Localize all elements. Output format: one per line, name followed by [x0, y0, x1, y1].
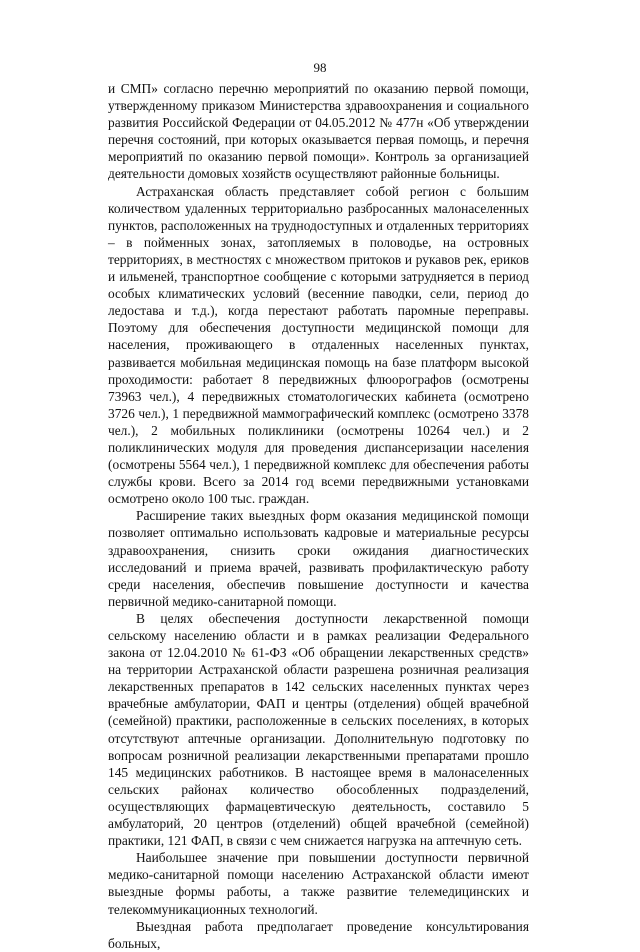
- page-number: 98: [313, 60, 327, 75]
- paragraph-continuation: и СМП» согласно перечню мероприятий по оказанию первой помощи, утвержденному приказом Министерства здравоохранения и социального развития Российской Федерации от 04.05.2012 № 477н «Об утверждении перечня состояний, при которых оказывается первая помощь, и перечня мероприятий по оказанию первой помощи». Контроль за организацией деятельности домовых хозяйств осуществляют районные больницы.: [108, 81, 529, 182]
- body-text: [108, 80, 529, 952]
- paragraph-mobile-care-benefits: Расширение таких выездных форм оказания медицинской помощи позволяет оптимально использовать кадровые и материальные ресурсы здравоохранения, снизить сроки ожидания диагностических исследований и приема врачей, развивать профилактическую работу среди населения, обеспечив повышение доступности и качества первичной медико-санитарной помощи.: [108, 508, 529, 609]
- paragraph-outreach-work: Выездная работа предполагает проведение консультирования больных,: [108, 918, 529, 951]
- paragraph-region-description: Астраханская область представляет собой регион с большим количеством удаленных территориально разбросанных малонаселенных пунктов, расположенных на труднодоступных и отдаленных территориях – в пойменных зонах, затопляемых в половодье, на островных территориях, в местностях с множеством притоков и рукавов рек, ериков и ильменей, транспортное сообщение с которыми затрудняется в период особых климатических условий (весенние паводки, сели, период до ледостава и т.д.), когда перестают работать паромные переправы. Поэтому для обеспечения доступности медицинской помощи для населения, проживающего в отдаленных населенных пунктах, развивается мобильная медицинская помощь на базе платформ высокой проходимости: работает 8 передвижных флюорографов (осмотрены 73963 чел.), 4 передвижных стоматологических кабинета (осмотрено 3726 чел.), 1 передвижной маммографический комплекс (осмотрено 3378 чел.), 2 мобильных поликлиники (осмотрены 10264 чел.) и 2 поликлинических модуля для проведения диспансеризации населения (осмотрены 5564 чел.), 1 передвижной комплекс для обеспечения работы службы крови. Всего за 2014 год всеми передвижными установками осмотрено около 100 тыс. граждан.: [108, 183, 529, 507]
- paragraph-drug-availability: В целях обеспечения доступности лекарственной помощи сельскому населению области и в рамках реализации Федерального закона от 12.04.2010 № 61-ФЗ «Об обращении лекарственных средств» на территории Астраханской области разрешена розничная реализация лекарственных препаратов в 142 сельских населенных пунктах через врачебные амбулатории, ФАП и центры (отделения) общей врачебной (семейной) практики, расположенные в сельских поселениях, в которых отсутствуют аптечные организации. Дополнительную подготовку по вопросам розничной реализации лекарственными препаратами прошло 145 медицинских работников. В настоящее время в малонаселенных сельских районах количество обособленных подразделений, осуществляющих фармацевтическую деятельность, составило 5 амбулаторий, 20 центров (отделений) общей врачебной (семейной) практики, 121 ФАП, в связи с чем снижается нагрузка на аптечную сеть.: [108, 610, 529, 849]
- paragraph-outreach-forms: Наибольшее значение при повышении доступности первичной медико-санитарной помощи населению Астраханской области имеют выездные формы работы, а также развитие телемедицинских и телекоммуникационных технологий.: [108, 850, 529, 917]
